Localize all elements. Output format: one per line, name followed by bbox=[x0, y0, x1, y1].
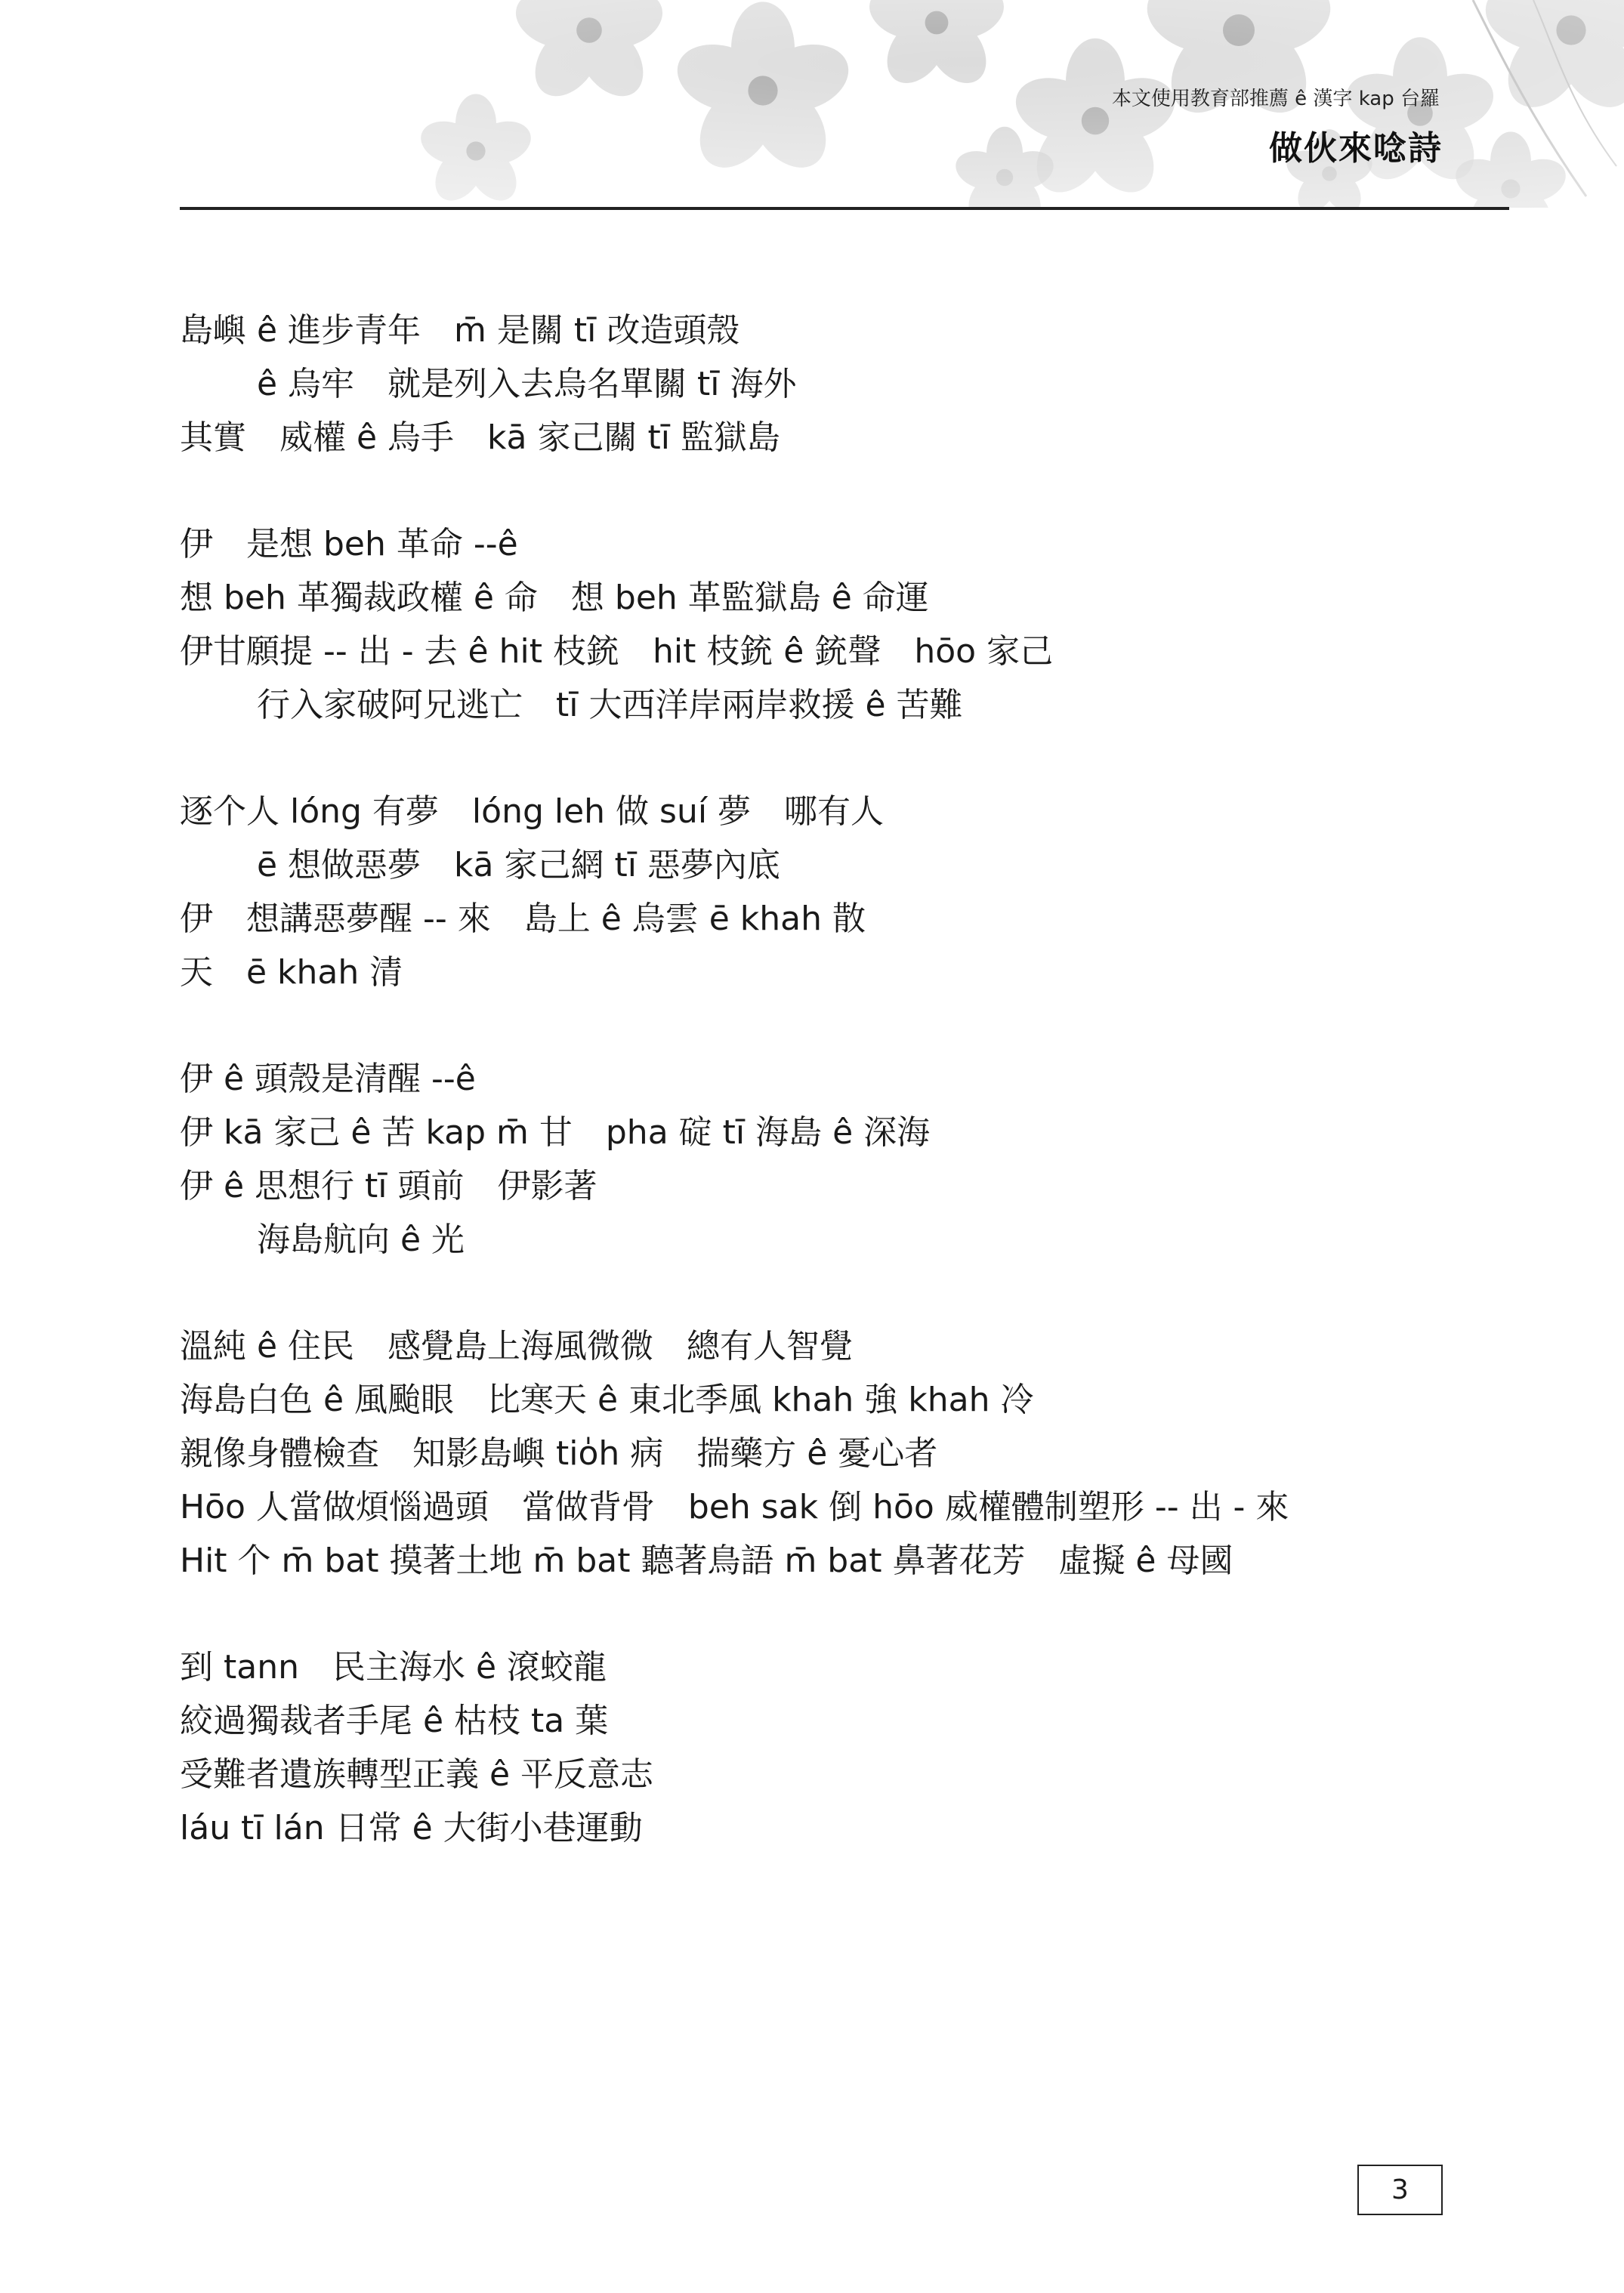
poem-line: 伊 想講惡夢醒 -- 來 島上 ê 烏雲 ē khah 散 bbox=[180, 900, 866, 938]
poem-line: 伊 ê 思想行 tī 頭前 伊影著 bbox=[180, 1167, 597, 1205]
poem-stanza bbox=[180, 785, 1509, 999]
poem-line: 伊 kā 家己 ê 苦 kap m̄ 甘 pha 碇 tī 海島 ê 深海 bbox=[180, 1113, 931, 1152]
header-orthography-note: 本文使用教育部推薦 ê 漢字 kap 台羅 bbox=[1111, 88, 1440, 110]
poem-line: 海島白色 ê 風颱眼 比寒天 ê 東北季風 khah 強 khah 冷 bbox=[180, 1381, 1034, 1419]
header-divider bbox=[180, 207, 1509, 210]
poem-line: 受難者遺族轉型正義 ê 平反意志 bbox=[180, 1755, 654, 1794]
poem-stanza bbox=[180, 1640, 1509, 1855]
poem-line: 親像身體檢查 知影島嶼 tio̍h 病 揣藥方 ê 憂心者 bbox=[180, 1434, 938, 1473]
poem-stanza bbox=[180, 1052, 1509, 1267]
header-title: 做伙來唸詩 bbox=[1269, 129, 1443, 168]
poem-line: 逐个人 lóng 有夢 lóng leh 做 suí 夢 哪有人 bbox=[180, 792, 885, 831]
poem-line: 伊 ê 頭殼是清醒 --ê bbox=[180, 1060, 476, 1098]
poem-line: 島嶼 ê 進步青年 m̄ 是關 tī 改造頭殼 bbox=[180, 311, 740, 350]
poem-line: Hōo 人當做煩惱過頭 當做背骨 beh sak 倒 hōo 威權體制塑形 -- 出 - 來 bbox=[180, 1488, 1289, 1526]
poem-line: Hit 个 m̄ bat 摸著土地 m̄ bat 聽著鳥語 m̄ bat 鼻著花芳 虛擬 ê 母國 bbox=[180, 1542, 1233, 1580]
poem-body bbox=[180, 304, 1509, 1908]
page-number: 3 bbox=[1357, 2165, 1443, 2215]
poem-line: 想 beh 革獨裁政權 ê 命 想 beh 革監獄島 ê 命運 bbox=[180, 579, 929, 617]
poem-line: 行入家破阿兄逃亡 tī 大西洋岸兩岸救援 ê 苦難 bbox=[257, 686, 963, 724]
poem-stanza bbox=[180, 517, 1509, 732]
poem-line: 到 tann 民主海水 ê 滾蛟龍 bbox=[180, 1648, 607, 1687]
poem-line: 其實 威權 ê 烏手 kā 家己關 tī 監獄島 bbox=[180, 418, 780, 457]
poem-line: 絞過獨裁者手尾 ê 枯枝 ta 葉 bbox=[180, 1702, 609, 1740]
poem-stanza bbox=[180, 1319, 1509, 1588]
poem-line: ē 想做惡夢 kā 家己網 tī 惡夢內底 bbox=[257, 846, 780, 884]
poem-line: 海島航向 ê 光 bbox=[257, 1221, 465, 1259]
poem-line: 溫純 ê 住民 感覺島上海風微微 總有人智覺 bbox=[180, 1327, 854, 1366]
poem-line: 伊 是想 beh 革命 --ê bbox=[180, 525, 518, 563]
poem-line: 天 ē khah 清 bbox=[180, 953, 403, 992]
poem-stanza bbox=[180, 304, 1509, 464]
poem-line: 伊甘願提 -- 出 - 去 ê hit 枝銃 hit 枝銃 ê 銃聲 hōo 家己 bbox=[180, 632, 1054, 671]
poem-line: ê 烏牢 就是列入去烏名單關 tī 海外 bbox=[257, 365, 797, 403]
poem-line: láu tī lán 日常 ê 大街小巷運動 bbox=[180, 1809, 643, 1847]
